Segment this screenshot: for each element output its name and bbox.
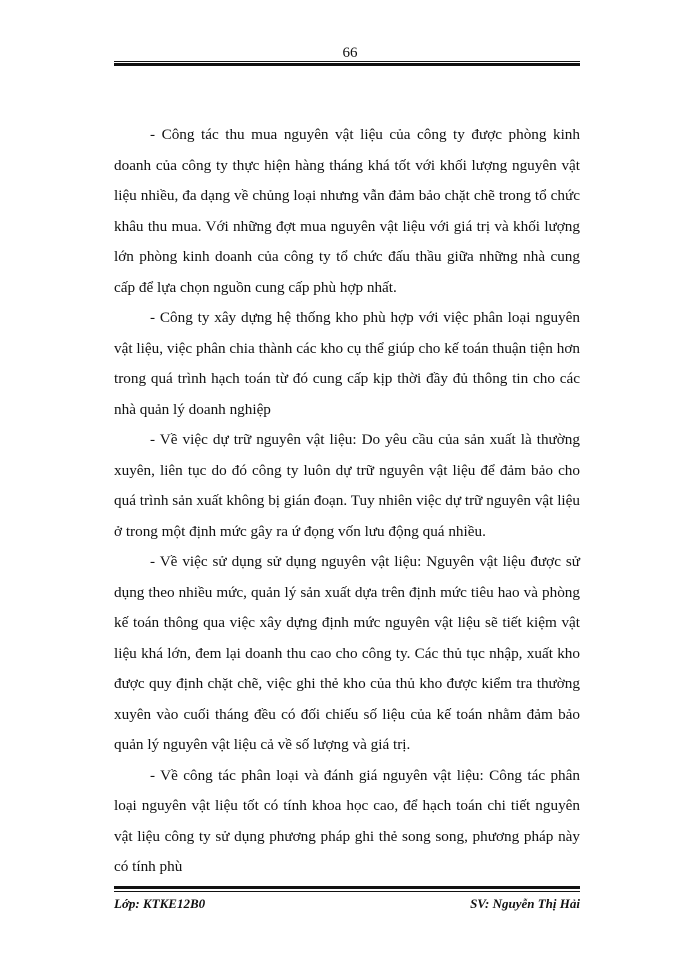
class-label: Lớp: KTKE12B0 <box>114 896 206 911</box>
paragraph-reserves: - Về việc dự trữ nguyên vật liệu: Do yêu cầu của sản xuất là thường xuyên, liên tục do đó công ty luôn dự trữ nguyên vật liệu để đảm bảo cho quá trình sản xuất không bị gián đoạn. Tuy nhiên việc dự trữ nguyên vật liệu ở trong một định mức gây ra ứ đọng vốn lưu động quá nhiều. <box>114 431 580 540</box>
student-label: SV: Nguyễn Thị Hải <box>470 896 580 911</box>
paragraph-usage: - Về việc sử dụng sử dụng nguyên vật liệu: Nguyên vật liệu được sử dụng theo nhiều mức, quản lý sản xuất dựa trên định mức tiêu hao và phòng kế toán thông qua việc xây dựng định mức nguyên vật liệu sẽ tiết kiệm vật liệu khá lớn, đem lại doanh thu cao cho công ty. Các thủ tục nhập, xuất kho được quy định chặt chẽ, việc ghi thẻ kho của thủ kho được kiểm tra thường xuyên vào cuối tháng đều có đối chiếu số liệu của kế toán nhằm đảm bảo quản lý nguyên vật liệu cả về số lượng và giá trị. <box>114 553 580 753</box>
page-number: 66 <box>342 45 358 61</box>
header-rule-thick <box>114 63 580 66</box>
footer-rule-thick <box>114 886 580 889</box>
header-rule-thin <box>114 61 580 62</box>
paragraph-classification: - Về công tác phân loại và đánh giá nguyên vật liệu: Công tác phân loại nguyên vật liệu tốt có tính khoa học cao, để hạch toán chi tiết nguyên vật liệu công ty sử dụng phương pháp ghi thẻ song song, phương pháp này có tính phù <box>114 766 580 875</box>
paragraph-warehouse: - Công ty xây dựng hệ thống kho phù hợp với việc phân loại nguyên vật liệu, việc phân chia thành các kho cụ thể giúp cho kế toán thuận tiện hơn trong quá trình hạch toán từ đó cung cấp kịp thời đầy đủ thông tin cho các nhà quản lý doanh nghiệp <box>114 309 580 418</box>
footer-rule-thin <box>114 891 580 892</box>
document-body <box>114 120 580 883</box>
paragraph-purchasing: - Công tác thu mua nguyên vật liệu của công ty được phòng kinh doanh của công ty thực hiện hàng tháng khá tốt với khối lượng nguyên vật liệu nhiều, đa dạng về chủng loại nhưng vẫn đảm bảo chặt chẽ trong tổ chức khâu thu mua. Với những đợt mua nguyên vật liệu với giá trị và khối lượng lớn phòng kinh doanh của công ty tổ chức đấu thầu giữa những nhà cung cấp để lựa chọn nguồn cung cấp phù hợp nhất. <box>114 126 580 296</box>
